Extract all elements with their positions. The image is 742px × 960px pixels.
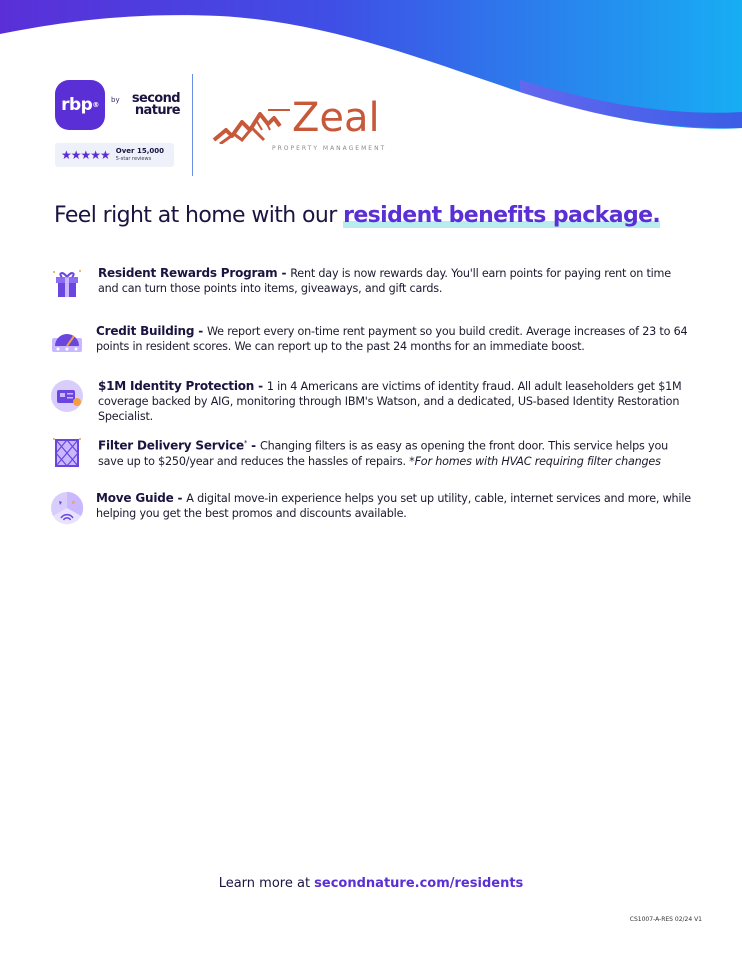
benefit-body: A digital move-in experience helps you set up utility, cable, internet services and more, while helping you get the best promos and discounts available. xyxy=(96,492,691,520)
zeal-wordmark: Zeal xyxy=(292,95,380,141)
rbp-logo-text: rbp xyxy=(61,95,93,115)
benefit-footnote: *For homes with HVAC requiring filter changes xyxy=(409,454,661,468)
benefit-title: $1M Identity Protection - xyxy=(98,379,267,393)
second-nature-wordmark: second nature xyxy=(131,91,180,118)
gift-icon xyxy=(50,266,84,300)
identity-shield-icon xyxy=(50,379,84,413)
learn-more xyxy=(0,876,742,891)
headline-prefix: Feel right at home with our xyxy=(54,203,344,228)
rbp-by-label: by xyxy=(111,96,120,104)
learn-more-prefix: Learn more at xyxy=(218,876,315,891)
benefit-title-footnote-mark: * xyxy=(243,439,248,447)
air-filter-icon xyxy=(50,436,84,470)
benefit-body: We report every on-time rent payment so you build credit. Average increases of 23 to 64 points in resident scores. We can report up to the past 24 months for an immediate boost. xyxy=(96,325,688,353)
benefit-title-separator: - xyxy=(247,438,260,453)
document-code: CS1007-A-RES 02/24 V1 xyxy=(629,916,702,923)
learn-more-link[interactable]: secondnature.com/residents xyxy=(314,876,524,891)
page-title xyxy=(54,203,724,228)
logo-divider xyxy=(192,74,193,176)
review-subtitle: 5-star reviews xyxy=(115,156,152,162)
rbp-logo xyxy=(55,80,105,130)
credit-gauge-icon xyxy=(50,324,84,358)
benefit-title: Credit Building - xyxy=(96,324,207,338)
benefit-body: Changing filters is as easy as opening the front door. This service helps you save up to $250/year and reduces the hassles of repairs. xyxy=(98,439,668,468)
benefit-body: Rent day is now rewards day. You'll earn points for paying rent on time and can turn those points into items, giveaways, and gift cards. xyxy=(98,267,671,295)
zeal-tagline: PROPERTY MANAGEMENT xyxy=(272,145,387,152)
zeal-mountain-logo-icon xyxy=(212,100,292,144)
five-star-icon: ★★★★★ xyxy=(61,148,110,162)
move-guide-icon xyxy=(50,491,84,525)
headline-highlight: resident benefits package. xyxy=(343,203,661,228)
reviews-badge xyxy=(55,143,174,167)
benefit-title: Filter Delivery Service xyxy=(98,438,244,453)
benefit-title: Resident Rewards Program - xyxy=(98,266,291,280)
benefit-title: Move Guide - xyxy=(96,491,187,505)
rbp-registered-mark: ® xyxy=(92,101,99,109)
benefit-body: 1 in 4 Americans are victims of identity fraud. All adult leaseholders get $1M coverage backed by AIG, monitoring through IBM's Watson, and a dedicated, US-based Identity Restoration Specialist. xyxy=(98,380,682,423)
review-count: Over 15,000 xyxy=(115,147,164,155)
